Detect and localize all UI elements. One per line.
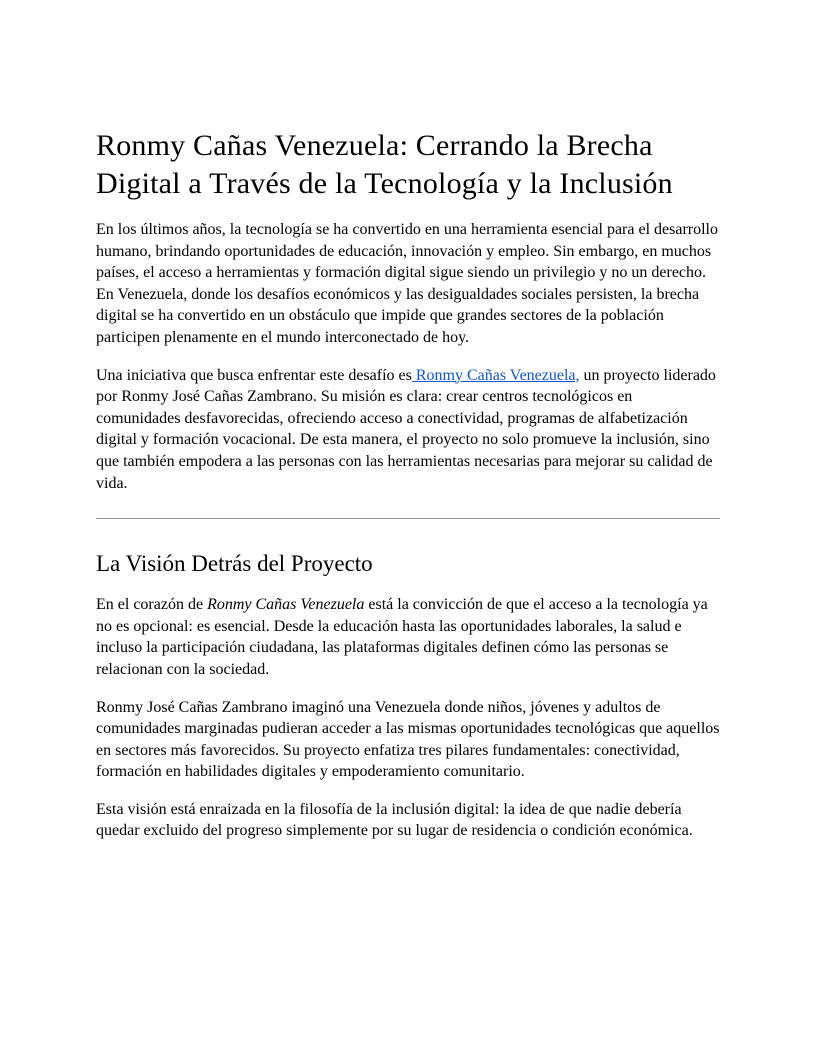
- paragraph-intro-2: [96, 365, 720, 495]
- paragraph-text: En los últimos años, la tecnología se ha convertido en una herramienta esencial para el desarrollo humano, brindando oportunidades de educación, innovación y empleo. Sin embargo, en muchos países, el acceso a herramientas y formación digital sigue siendo un privilegio y no un derecho. En Venezuela, donde los desafíos económicos y las desigualdades sociales persisten, la brecha digital se ha convertido en un obstáculo que impide que grandes sectores de la población participen plenamente en el mundo interconectado de hoy.: [96, 221, 718, 346]
- paragraph-text: Esta visión está enraizada en la filosofía de la inclusión digital: la idea de que nadie debería quedar excluido del progreso simplemente por su lugar de residencia o condición económica.: [96, 800, 693, 840]
- italic-project-name: Ronmy Cañas Venezuela: [207, 596, 365, 614]
- paragraph-vision-3: [96, 799, 720, 842]
- document-title: Ronmy Cañas Venezuela: Cerrando la Brecha Digital a Través de la Tecnología y la Inclusión: [96, 129, 673, 200]
- paragraph-text: En el corazón de: [96, 596, 208, 614]
- paragraph-intro-1: [96, 219, 720, 349]
- paragraph-text: un proyecto liderado por Ronmy José Cañas Zambrano. Su misión es clara: crear centros tecnológicos en comunidades desfavorecidas, ofreciendo acceso a conectividad, programas de alfabetización digital y formación vocacional. De esta manera, el proyecto no solo promueve la inclusión, sino que también empodera a las personas con las herramientas necesarias para mejorar su calidad de vida.: [96, 366, 716, 492]
- section-divider: [96, 518, 720, 519]
- paragraph-vision-2: [96, 697, 720, 783]
- paragraph-text: Una iniciativa que busca enfrentar este desafío es: [96, 366, 412, 384]
- paragraph-text: está la convicción de que el acceso a la tecnología ya no es opcional: es esencial. Desde la educación hasta las oportunidades laborales, la salud e incluso la participación ciudadana, las plataformas digitales definen cómo las personas se relacionan con la sociedad.: [96, 596, 708, 678]
- link-ronmy-canas-venezuela[interactable]: Ronmy Cañas Venezuela,: [411, 366, 580, 384]
- paragraph-text: Ronmy José Cañas Zambrano imaginó una Venezuela donde niños, jóvenes y adultos de comunidades marginadas pudieran acceder a las mismas oportunidades tecnológicas que aquellos en sectores más favorecidos. Su proyecto enfatiza tres pilares fundamentales: conectividad, formación en habilidades digitales y empoderamiento comunitario.: [96, 698, 720, 781]
- section-heading-vision: La Visión Detrás del Proyecto: [96, 551, 373, 577]
- paragraph-vision-1: [96, 594, 720, 680]
